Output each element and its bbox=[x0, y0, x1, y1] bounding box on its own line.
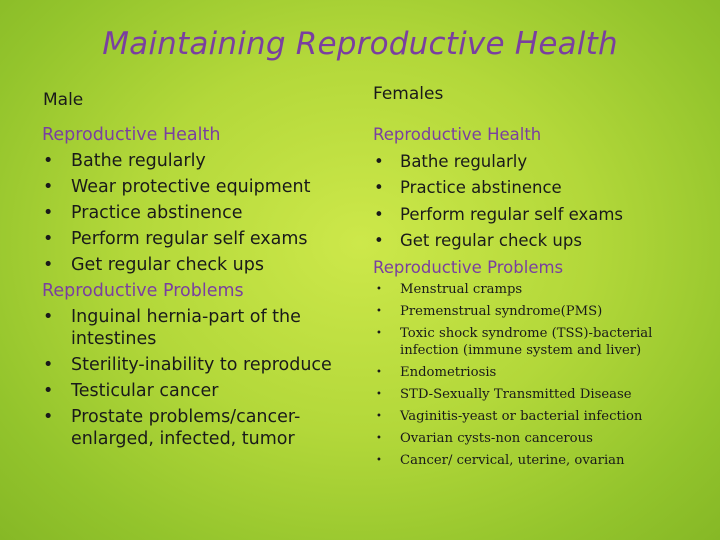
list-item: • Perform regular self exams bbox=[42, 226, 342, 252]
list-item: • Ovarian cysts-non cancerous bbox=[376, 431, 593, 446]
bullet-icon: • bbox=[43, 381, 54, 401]
bullet-icon: • bbox=[376, 367, 382, 378]
list-item: • Practice abstinence bbox=[373, 175, 673, 202]
list-item: • Inguinal hernia-part of the intestines bbox=[42, 304, 342, 352]
male-problems-list bbox=[42, 304, 342, 452]
bullet-icon: • bbox=[43, 177, 54, 197]
list-item: • Get regular check ups bbox=[373, 228, 673, 255]
list-item: • Sterility-inability to reproduce bbox=[42, 352, 342, 378]
male-column bbox=[42, 122, 342, 452]
female-health-list bbox=[373, 149, 673, 255]
list-item: • Toxic shock syndrome (TSS)-bacterial infection (immune system and liver) bbox=[376, 326, 653, 358]
bullet-icon: • bbox=[374, 204, 384, 224]
bullet-icon: • bbox=[376, 328, 382, 339]
female-problems-list bbox=[373, 281, 673, 474]
bullet-icon: • bbox=[374, 231, 384, 250]
female-health-label: Reproductive Health bbox=[373, 125, 542, 144]
bullet-icon: • bbox=[376, 455, 382, 466]
list-item: • Premenstrual syndrome(PMS) bbox=[376, 304, 603, 319]
list-item: • Bathe regularly bbox=[42, 148, 342, 174]
list-item: • STD-Sexually Transmitted Disease bbox=[376, 387, 632, 402]
bullet-icon: • bbox=[43, 255, 54, 275]
list-item: • Get regular check ups bbox=[42, 252, 342, 278]
bullet-icon: • bbox=[43, 229, 54, 249]
bullet-icon: • bbox=[374, 178, 384, 197]
list-item: • Wear protective equipment bbox=[42, 174, 342, 200]
list-item: • Endometriosis bbox=[376, 365, 497, 380]
female-heading: Females bbox=[373, 84, 444, 104]
bullet-icon: • bbox=[374, 151, 384, 171]
bullet-icon: • bbox=[43, 151, 54, 171]
bullet-icon: • bbox=[43, 203, 54, 223]
list-item: • Bathe regularly bbox=[373, 149, 673, 176]
slide-title: Maintaining Reproductive Health bbox=[102, 26, 618, 62]
bullet-icon: • bbox=[376, 306, 382, 317]
bullet-icon: • bbox=[43, 407, 54, 427]
bullet-icon: • bbox=[376, 411, 382, 422]
list-item: • Testicular cancer bbox=[42, 378, 342, 404]
male-problems-label: Reproductive Problems bbox=[42, 281, 244, 301]
list-item: • Prostate problems/cancer-enlarged, infected, tumor bbox=[42, 404, 342, 452]
list-item: • Menstrual cramps bbox=[376, 282, 523, 297]
bullet-icon: • bbox=[376, 389, 382, 400]
female-problems-label: Reproductive Problems bbox=[373, 257, 564, 277]
bullet-icon: • bbox=[376, 433, 382, 444]
list-item: • Vaginitis-yeast or bacterial infection bbox=[376, 409, 643, 424]
male-health-list bbox=[42, 148, 342, 278]
male-health-label: Reproductive Health bbox=[42, 125, 221, 145]
male-heading: Male bbox=[43, 90, 84, 110]
list-item: • Practice abstinence bbox=[42, 200, 342, 226]
list-item: • Perform regular self exams bbox=[373, 202, 673, 229]
female-column bbox=[373, 122, 673, 281]
list-item: • Cancer/ cervical, uterine, ovarian bbox=[376, 453, 625, 468]
bullet-icon: • bbox=[376, 284, 382, 295]
bullet-icon: • bbox=[43, 355, 54, 375]
bullet-icon: • bbox=[43, 307, 54, 327]
